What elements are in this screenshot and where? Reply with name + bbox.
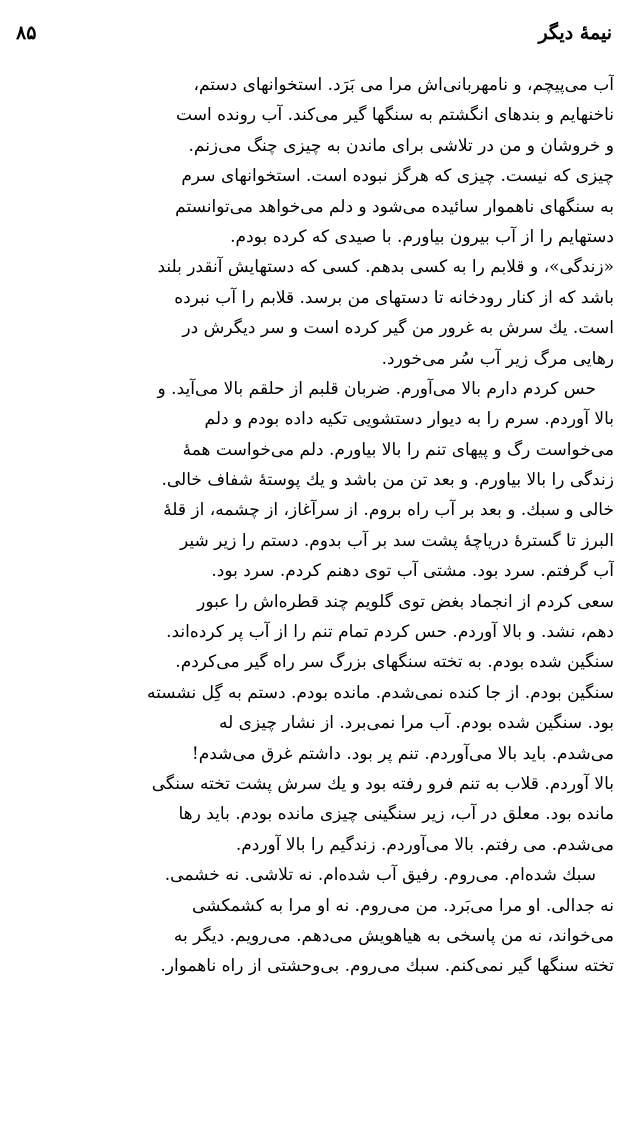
text-line: سنگین شده بودم. به تخته سنگهای بزرگ سر راه گیر می‌کردم. <box>175 652 614 673</box>
text-line: دستهایم را از آب بیرون بیاورم. با صیدی که کرده بودم. <box>230 226 614 247</box>
text-line: آب گرفتم. سرد بود. مشتی آب توی دهنم کردم. سرد بود. <box>211 561 614 582</box>
text-line: رهایی مرگ زیر آب سُر می‌خورد. <box>381 348 614 369</box>
text-line: چیزی که نیست. چیزی که هرگز نبوده است. استخوانهای سرم <box>181 166 614 187</box>
page-header <box>16 18 612 48</box>
text-line: است. یك سرش به غرور من گیر کرده است و سر دیگرش در <box>182 318 614 339</box>
text-line: بالا آوردم. سرم را به دیوار دستشویی تکیه داده بودم و دلم <box>204 409 614 430</box>
text-line: می‌شدم. باید بالا می‌آوردم. تنم پر بود. داشتم غرق می‌شدم! <box>191 743 614 764</box>
text-line: نه جدالی. او مرا می‌بَرد. من می‌روم. نه او مرا به کشمکشی <box>191 895 614 916</box>
text-line: «زندگی»، و قلابم را به کسی بدهم. کسی که دستهایش آنقدر بلند <box>157 257 614 278</box>
text-line: باشد که از کنار رودخانه تا دستهای من برسد. قلابم را آب نبرده <box>174 287 614 308</box>
text-line: سنگین بودم. از جا کنده نمی‌شدم. مانده بودم. دستم به گِل نشسته <box>146 682 614 703</box>
text-line: مانده بود. معلق در آب، زیر سنگینی چیزی مانده بودم. باید رها <box>178 804 614 825</box>
text-line: دهم، نشد. و بالا آوردم. حس کردم تمام تنم را از آب پر کرده‌اند. <box>166 622 614 643</box>
text-line: می‌شدم. می رفتم. بالا می‌آوردم. زندگیم را بالا آوردم. <box>235 834 614 855</box>
text-line: سعی کردم از انجماد بغض توی گلویم چند قطره‌اش را عبور <box>197 591 614 612</box>
page-number: ۸۵ <box>16 22 37 44</box>
text-line: و خروشان و من در تلاشی برای ماندن به چیزی چنگ می‌زنم. <box>188 135 614 156</box>
text-line: تخته سنگها گیر نمی‌کنم. سبك می‌روم. بی‌وحشتی از راه ناهموار. <box>160 956 614 977</box>
text-line: بالا آوردم. قلاب به تنم فرو رفته بود و یك سرش پشت تخته سنگی <box>151 773 614 794</box>
text-line: زندگی را بالا بیاورم. و بعد تن من باشد و یك پوستهٔ شفاف خالی. <box>161 470 614 491</box>
text-line: البرز تا گسترهٔ دریاچهٔ پشت سد بر آب بدوم. دستم را زیر شیر <box>179 530 614 551</box>
text-line: بود. سنگین شده بودم. آب مرا نمی‌برد. از نشار چیزی له <box>218 713 614 734</box>
text-line: می‌خواست رگ و پیهای تنم را بالا بیاورم. دلم می‌خواست همهٔ <box>182 439 614 460</box>
text-line: سبك شده‌ام. می‌روم. رفیق آب شده‌ام. نه تلاشی. نه خشمی. <box>164 865 596 886</box>
text-line: آب می‌پیچم، و نامهربانی‌اش مرا می بَرَد. استخوانهای دستم، <box>193 75 614 95</box>
text-line: ناخنهایم و بندهای انگشتم به سنگها گیر می‌کند. آب رونده است <box>176 105 614 126</box>
text-line: می‌خواند، نه من پاسخی به هیاهویش می‌دهم. می‌رویم. دیگر به <box>173 925 614 946</box>
text-line: خالی و سبك. و بعد بر آب راه بروم. از سرآغاز، از چشمه، از قلهٔ <box>163 500 614 521</box>
running-title: نیمهٔ دیگر <box>538 22 612 44</box>
body-text <box>18 70 614 982</box>
text-line: به سنگهای ناهموار سائیده می‌شود و دلم می‌خواهد می‌توانستم <box>175 196 614 217</box>
text-line: حس کردم دارم بالا می‌آورم. ضربان قلبم از حلقم بالا می‌آید. و <box>157 378 596 399</box>
